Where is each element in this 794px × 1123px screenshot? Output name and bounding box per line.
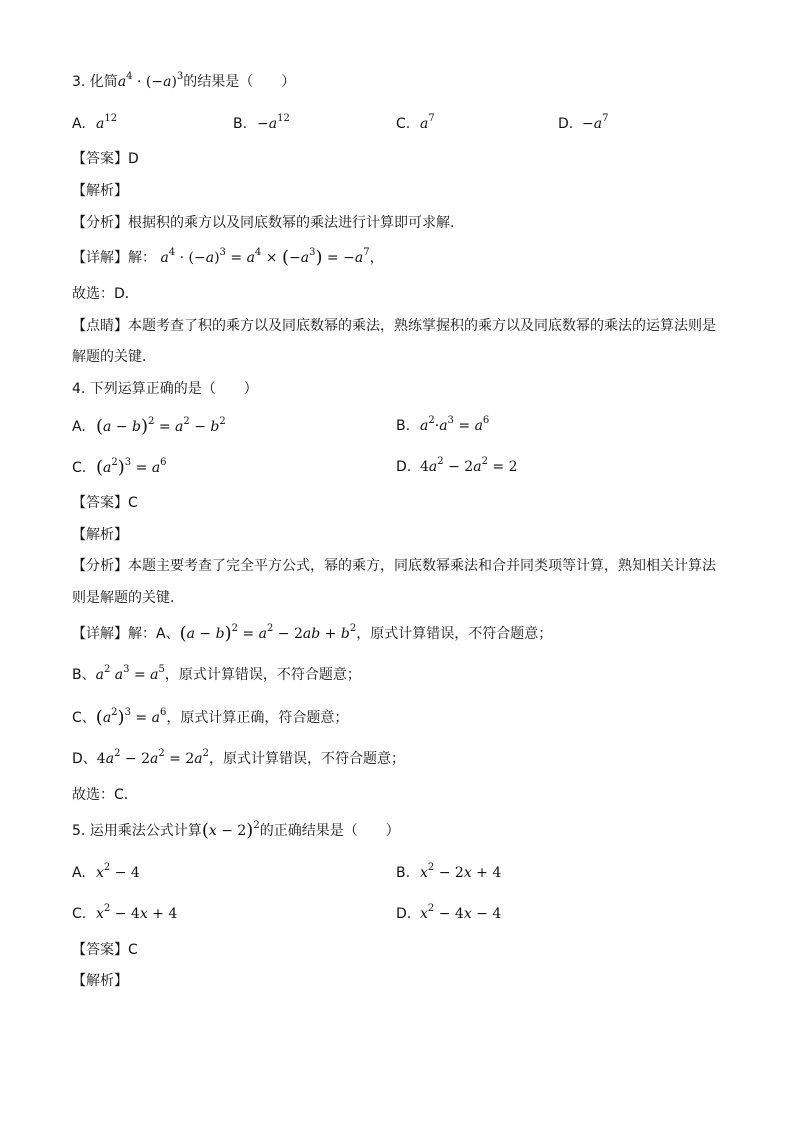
- q3-answer: 【答案】D: [72, 151, 139, 167]
- q3-xiangjie: 【详解】解： $a^4 \cdot (-a)^3 = a^4 \times (-a^3) = -a^7$，: [72, 247, 384, 268]
- q4-answer: 【答案】C: [72, 495, 138, 511]
- q4-fenxi-cont: 则是解题的关键．: [72, 590, 184, 606]
- q4-fenxi: 【分析】本题主要考查了完全平方公式，幂的乘方，同底数幂乘法和合并同类项等计算，熟知相关计算法: [72, 558, 716, 574]
- q5-option-a: A. $x^2 - 4$: [72, 862, 140, 881]
- q5-option-c: C. $x^2 - 4x + 4$: [72, 903, 178, 922]
- q4-solution-b: B、$a^2$ $a^3 = a^5$，原式计算错误，不符合题意；: [72, 664, 361, 683]
- q4-conclusion: 故选：C．: [72, 787, 138, 803]
- q4-solution-a-expression: $(a - b)^2 = a^2 - 2ab + b^2$: [179, 623, 357, 644]
- q4-option-d: D. $4a^2 - 2a^2 = 2$: [396, 456, 518, 475]
- q3-dianjing-cont: 解题的关键．: [72, 349, 156, 365]
- q4-solution-c-expression: $(a^2)^3 = a^6$: [95, 707, 167, 728]
- q4-stem: 4. 下列运算正确的是（ ）: [72, 381, 258, 397]
- q4-solution-c: C、$(a^2)^3 = a^6$，原式计算正确，符合题意；: [72, 707, 349, 728]
- q4-xiangjie: 【详解】解：A、$(a - b)^2 = a^2 - 2ab + b^2$，原式计算错误，不符合题意；: [72, 623, 553, 644]
- q5-stem-expression: $(x - 2)^2$: [201, 820, 260, 841]
- q3-conclusion: 故选：D．: [72, 286, 139, 302]
- q4-analysis-heading: 【解析】: [72, 527, 128, 543]
- q3-option-a: A. $a^{12}$: [72, 113, 118, 132]
- q3-solution-expression: $a^4 \cdot (-a)^3 = a^4 \times (-a^3) = -a^7$: [156, 247, 370, 268]
- q3-stem: 3. 化简$a^4 \cdot (-a)^3$的结果是（ ）: [72, 71, 296, 90]
- q3-option-d: D. $-a^7$: [558, 113, 609, 132]
- q3-fenxi: 【分析】根据积的乘方以及同底数幂的乘法进行计算即可求解．: [72, 215, 464, 231]
- q3-stem-expression: $a^4 \cdot (-a)^3$: [117, 71, 184, 90]
- q3-dianjing: 【点睛】本题考查了积的乘方以及同底数幂的乘法，熟练掌握积的乘方以及同底数幂的乘法的运算法则是: [72, 318, 716, 334]
- q5-stem: 5. 运用乘法公式计算$(x - 2)^2$的正确结果是（ ）: [72, 820, 400, 841]
- q3-analysis-heading: 【解析】: [72, 183, 128, 199]
- q5-analysis-heading: 【解析】: [72, 973, 128, 989]
- q4-solution-d-expression: $4a^2 - 2a^2 = 2a^2$: [96, 748, 209, 767]
- q3-option-c: C. $a^7$: [396, 113, 435, 132]
- q4-option-a: A. $(a - b)^2 = a^2 - b^2$: [72, 416, 226, 437]
- q5-option-d: D. $x^2 - 4x - 4$: [396, 903, 502, 922]
- q4-option-b: B. $a^2\cdot a^3 = a^6$: [396, 415, 490, 434]
- q5-option-b: B. $x^2 - 2x + 4$: [396, 862, 502, 881]
- q4-solution-b-expression: $a^2$ $a^3 = a^5$: [95, 664, 165, 683]
- q5-answer: 【答案】C: [72, 942, 138, 958]
- q4-option-c: C. $(a^2)^3 = a^6$: [72, 457, 167, 478]
- q3-option-b: B. $-a^{12}$: [233, 113, 290, 132]
- q4-solution-d: D、$4a^2 - 2a^2 = 2a^2$，原式计算错误，不符合题意；: [72, 748, 405, 767]
